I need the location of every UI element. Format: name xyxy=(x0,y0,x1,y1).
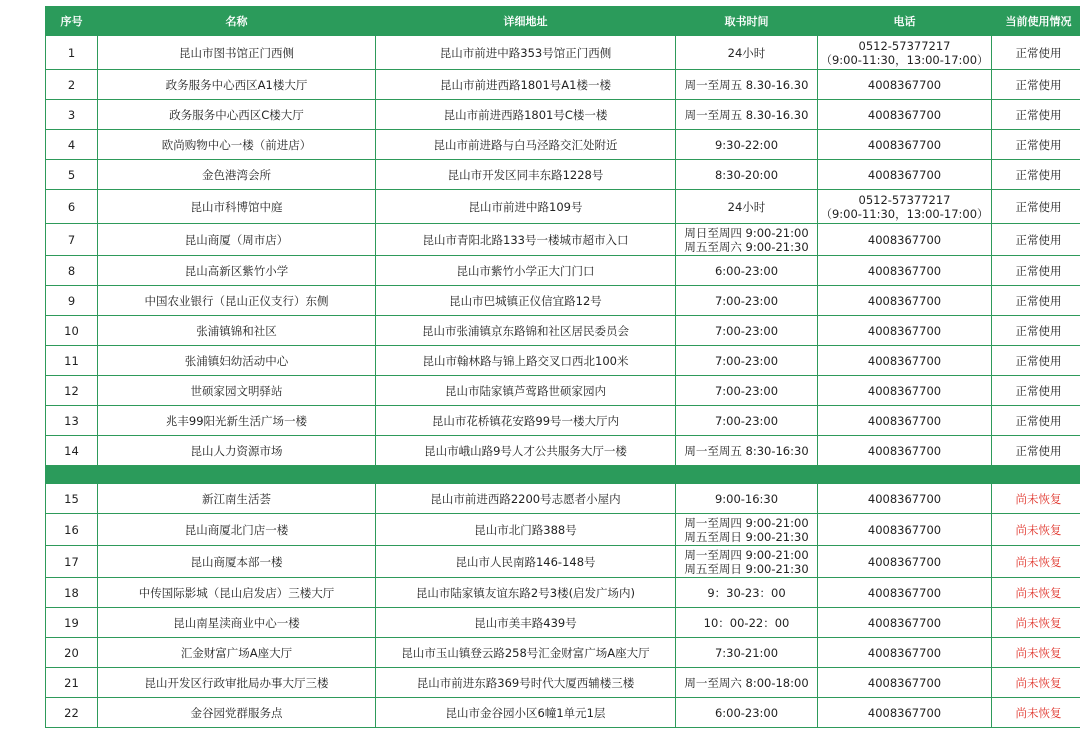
cell-pickup-time xyxy=(676,70,818,100)
table-row xyxy=(46,286,1080,316)
cell-pickup-time xyxy=(676,160,818,190)
cell-line: 4008367700 xyxy=(867,383,942,398)
cell-line: 9:30-22:00 xyxy=(714,137,779,152)
cell-name: 昆山商厦（周市店） xyxy=(98,224,376,256)
cell-phone xyxy=(818,436,992,466)
cell-status: 正常使用 xyxy=(992,190,1080,224)
cell-pickup-time xyxy=(676,578,818,608)
cell-phone xyxy=(818,376,992,406)
cell-status: 正常使用 xyxy=(992,100,1080,130)
cell-no: 22 xyxy=(46,698,98,728)
cell-phone xyxy=(818,224,992,256)
table-row xyxy=(46,578,1080,608)
cell-status: 正常使用 xyxy=(992,130,1080,160)
cell-line: 0512-57377217 xyxy=(858,38,951,53)
cell-line: （9:00-11:30，13:00-17:00） xyxy=(820,206,989,221)
cell-name: 昆山高新区紫竹小学 xyxy=(98,256,376,286)
cell-line: 周一至周四 9:00-21:00 xyxy=(684,515,809,530)
cell-address: 昆山市峨山路9号人才公共服务大厅一楼 xyxy=(376,436,676,466)
cell-line: 4008367700 xyxy=(867,263,942,278)
cell-address: 昆山市前进西路1801号C楼一楼 xyxy=(376,100,676,130)
cell-line: 7:00-23:00 xyxy=(714,413,779,428)
cell-no: 9 xyxy=(46,286,98,316)
cell-no: 19 xyxy=(46,608,98,638)
cell-address: 昆山市青阳北路133号一楼城市超市入口 xyxy=(376,224,676,256)
cell-pickup-time xyxy=(676,698,818,728)
cell-line: 4008367700 xyxy=(867,705,942,720)
table-row xyxy=(46,190,1080,224)
table-row xyxy=(46,484,1080,514)
cell-line: 4008367700 xyxy=(867,353,942,368)
cell-name: 张浦镇妇幼活动中心 xyxy=(98,346,376,376)
cell-pickup-time xyxy=(676,346,818,376)
cell-address: 昆山市美丰路439号 xyxy=(376,608,676,638)
cell-pickup-time xyxy=(676,130,818,160)
cell-address: 昆山市陆家镇友谊东路2号3楼(启发广场内) xyxy=(376,578,676,608)
cell-status: 正常使用 xyxy=(992,316,1080,346)
cell-name: 政务服务中心西区C楼大厅 xyxy=(98,100,376,130)
cell-phone xyxy=(818,346,992,376)
header-name: 名称 xyxy=(98,7,376,36)
cell-line: 7:00-23:00 xyxy=(714,353,779,368)
cell-address: 昆山市巴城镇正仪信宜路12号 xyxy=(376,286,676,316)
table-row xyxy=(46,698,1080,728)
cell-line: 7:30-21:00 xyxy=(714,645,779,660)
cell-name: 昆山开发区行政审批局办事大厅三楼 xyxy=(98,668,376,698)
cell-address: 昆山市开发区同丰东路1228号 xyxy=(376,160,676,190)
cell-phone xyxy=(818,100,992,130)
cell-line: 24小时 xyxy=(727,45,766,60)
cell-status: 正常使用 xyxy=(992,286,1080,316)
cell-no: 11 xyxy=(46,346,98,376)
cell-no: 7 xyxy=(46,224,98,256)
cell-status: 尚未恢复 xyxy=(992,484,1080,514)
table-row xyxy=(46,608,1080,638)
cell-line: 4008367700 xyxy=(867,323,942,338)
group-separator-row xyxy=(46,466,1080,484)
cell-line: 周一至周六 8:00-18:00 xyxy=(684,675,809,690)
cell-status: 正常使用 xyxy=(992,256,1080,286)
header-no: 序号 xyxy=(46,7,98,36)
cell-line: 4008367700 xyxy=(867,232,942,247)
cell-status: 正常使用 xyxy=(992,376,1080,406)
table-row xyxy=(46,130,1080,160)
cell-pickup-time xyxy=(676,638,818,668)
cell-line: 4008367700 xyxy=(867,137,942,152)
group-separator xyxy=(46,466,1080,484)
cell-address: 昆山市花桥镇花安路99号一楼大厅内 xyxy=(376,406,676,436)
cell-phone xyxy=(818,190,992,224)
cell-line: 8:30-20:00 xyxy=(714,167,779,182)
cell-line: 24小时 xyxy=(727,199,766,214)
cell-pickup-time xyxy=(676,36,818,70)
table-row xyxy=(46,100,1080,130)
cell-line: 6:00-23:00 xyxy=(714,705,779,720)
cell-phone xyxy=(818,406,992,436)
cell-name: 昆山市科博馆中庭 xyxy=(98,190,376,224)
cell-status: 尚未恢复 xyxy=(992,638,1080,668)
table-row xyxy=(46,224,1080,256)
cell-line: 周五至周六 9:00-21:30 xyxy=(684,239,809,254)
cell-name: 新江南生活荟 xyxy=(98,484,376,514)
cell-phone xyxy=(818,668,992,698)
cell-line: 4008367700 xyxy=(867,585,942,600)
cell-pickup-time xyxy=(676,514,818,546)
book-station-table xyxy=(45,6,1080,728)
cell-no: 3 xyxy=(46,100,98,130)
cell-phone xyxy=(818,160,992,190)
cell-address: 昆山市张浦镇京东路锦和社区居民委员会 xyxy=(376,316,676,346)
cell-line: 4008367700 xyxy=(867,107,942,122)
cell-name: 昆山商厦北门店一楼 xyxy=(98,514,376,546)
table-row xyxy=(46,70,1080,100)
cell-line: 4008367700 xyxy=(867,491,942,506)
table-row xyxy=(46,638,1080,668)
cell-address: 昆山市前进中路109号 xyxy=(376,190,676,224)
cell-line: 4008367700 xyxy=(867,413,942,428)
cell-address: 昆山市紫竹小学正大门门口 xyxy=(376,256,676,286)
cell-pickup-time xyxy=(676,256,818,286)
header-address: 详细地址 xyxy=(376,7,676,36)
cell-status: 尚未恢复 xyxy=(992,698,1080,728)
cell-phone xyxy=(818,286,992,316)
cell-phone xyxy=(818,546,992,578)
cell-address: 昆山市前进中路353号馆正门西侧 xyxy=(376,36,676,70)
cell-no: 2 xyxy=(46,70,98,100)
cell-line: 7:00-23:00 xyxy=(714,293,779,308)
header-pickup-time: 取书时间 xyxy=(676,7,818,36)
cell-no: 4 xyxy=(46,130,98,160)
cell-no: 10 xyxy=(46,316,98,346)
cell-phone xyxy=(818,578,992,608)
cell-name: 昆山人力资源市场 xyxy=(98,436,376,466)
cell-name: 昆山南星渎商业中心一楼 xyxy=(98,608,376,638)
cell-name: 金色港湾会所 xyxy=(98,160,376,190)
cell-line: 4008367700 xyxy=(867,443,942,458)
cell-line: 4008367700 xyxy=(867,615,942,630)
cell-no: 17 xyxy=(46,546,98,578)
cell-address: 昆山市人民南路146-148号 xyxy=(376,546,676,578)
cell-line: 周一至周四 9:00-21:00 xyxy=(684,547,809,562)
cell-name: 中传国际影城（昆山启发店）三楼大厅 xyxy=(98,578,376,608)
cell-pickup-time xyxy=(676,376,818,406)
cell-no: 1 xyxy=(46,36,98,70)
cell-line: 4008367700 xyxy=(867,645,942,660)
table-row xyxy=(46,406,1080,436)
table-row xyxy=(46,160,1080,190)
cell-line: 7:00-23:00 xyxy=(714,383,779,398)
cell-status: 正常使用 xyxy=(992,436,1080,466)
cell-line: 9:00-16:30 xyxy=(714,491,779,506)
cell-no: 18 xyxy=(46,578,98,608)
cell-name: 世硕家园文明驿站 xyxy=(98,376,376,406)
cell-line: 7:00-23:00 xyxy=(714,323,779,338)
table-row xyxy=(46,546,1080,578)
cell-pickup-time xyxy=(676,484,818,514)
cell-line: 0512-57377217 xyxy=(858,192,951,207)
header-phone: 电话 xyxy=(818,7,992,36)
cell-pickup-time xyxy=(676,668,818,698)
table-row xyxy=(46,256,1080,286)
cell-phone xyxy=(818,608,992,638)
cell-status: 尚未恢复 xyxy=(992,668,1080,698)
cell-status: 正常使用 xyxy=(992,346,1080,376)
cell-phone xyxy=(818,484,992,514)
cell-line: 周一至周五 8.30-16.30 xyxy=(684,107,809,122)
cell-line: 周一至周五 8.30-16.30 xyxy=(684,77,809,92)
cell-line: 4008367700 xyxy=(867,167,942,182)
table-row xyxy=(46,376,1080,406)
cell-phone xyxy=(818,256,992,286)
cell-name: 政务服务中心西区A1楼大厅 xyxy=(98,70,376,100)
cell-line: 周一至周五 8:30-16:30 xyxy=(684,443,809,458)
cell-name: 昆山市图书馆正门西侧 xyxy=(98,36,376,70)
cell-address: 昆山市前进西路2200号志愿者小屋内 xyxy=(376,484,676,514)
book-station-table-wrap xyxy=(45,6,1072,728)
cell-phone xyxy=(818,130,992,160)
header-status: 当前使用情况 xyxy=(992,7,1080,36)
cell-status: 尚未恢复 xyxy=(992,546,1080,578)
cell-phone xyxy=(818,316,992,346)
cell-line: 10：00-22：00 xyxy=(703,615,790,630)
cell-pickup-time xyxy=(676,316,818,346)
cell-no: 12 xyxy=(46,376,98,406)
cell-pickup-time xyxy=(676,190,818,224)
cell-pickup-time xyxy=(676,406,818,436)
cell-name: 昆山商厦本部一楼 xyxy=(98,546,376,578)
cell-line: 4008367700 xyxy=(867,293,942,308)
cell-name: 兆丰99阳光新生活广场一楼 xyxy=(98,406,376,436)
cell-line: 9：30-23：00 xyxy=(707,585,786,600)
cell-no: 6 xyxy=(46,190,98,224)
cell-phone xyxy=(818,70,992,100)
cell-status: 尚未恢复 xyxy=(992,514,1080,546)
cell-no: 21 xyxy=(46,668,98,698)
cell-no: 14 xyxy=(46,436,98,466)
cell-status: 尚未恢复 xyxy=(992,608,1080,638)
cell-status: 正常使用 xyxy=(992,70,1080,100)
cell-address: 昆山市金谷园小区6幢1单元1层 xyxy=(376,698,676,728)
cell-phone xyxy=(818,36,992,70)
cell-name: 欧尚购物中心一楼（前进店） xyxy=(98,130,376,160)
table-row xyxy=(46,346,1080,376)
cell-name: 金谷园党群服务点 xyxy=(98,698,376,728)
cell-name: 中国农业银行（昆山正仪支行）东侧 xyxy=(98,286,376,316)
cell-no: 8 xyxy=(46,256,98,286)
cell-address: 昆山市前进东路369号时代大厦西辅楼三楼 xyxy=(376,668,676,698)
table-body xyxy=(46,36,1080,728)
cell-line: 周五至周日 9:00-21:30 xyxy=(684,529,809,544)
cell-pickup-time xyxy=(676,224,818,256)
cell-no: 16 xyxy=(46,514,98,546)
cell-pickup-time xyxy=(676,608,818,638)
cell-phone xyxy=(818,698,992,728)
table-row xyxy=(46,36,1080,70)
cell-line: （9:00-11:30，13:00-17:00） xyxy=(820,52,989,67)
cell-status: 尚未恢复 xyxy=(992,578,1080,608)
cell-name: 张浦镇锦和社区 xyxy=(98,316,376,346)
cell-address: 昆山市陆家镇芦莺路世硕家园内 xyxy=(376,376,676,406)
table-row xyxy=(46,316,1080,346)
table-header-row xyxy=(46,7,1080,36)
cell-address: 昆山市玉山镇登云路258号汇金财富广场A座大厅 xyxy=(376,638,676,668)
cell-no: 13 xyxy=(46,406,98,436)
table-row xyxy=(46,436,1080,466)
cell-line: 4008367700 xyxy=(867,675,942,690)
table-row xyxy=(46,668,1080,698)
cell-line: 4008367700 xyxy=(867,522,942,537)
cell-line: 6:00-23:00 xyxy=(714,263,779,278)
cell-status: 正常使用 xyxy=(992,406,1080,436)
cell-line: 周日至周四 9:00-21:00 xyxy=(684,225,809,240)
cell-address: 昆山市前进路与白马泾路交汇处附近 xyxy=(376,130,676,160)
cell-status: 正常使用 xyxy=(992,36,1080,70)
cell-name: 汇金财富广场A座大厅 xyxy=(98,638,376,668)
cell-line: 周五至周日 9:00-21:30 xyxy=(684,561,809,576)
table-row xyxy=(46,514,1080,546)
cell-no: 20 xyxy=(46,638,98,668)
cell-address: 昆山市前进西路1801号A1楼一楼 xyxy=(376,70,676,100)
cell-no: 15 xyxy=(46,484,98,514)
cell-line: 4008367700 xyxy=(867,77,942,92)
cell-pickup-time xyxy=(676,100,818,130)
cell-status: 正常使用 xyxy=(992,224,1080,256)
cell-pickup-time xyxy=(676,286,818,316)
cell-phone xyxy=(818,514,992,546)
cell-address: 昆山市北门路388号 xyxy=(376,514,676,546)
cell-no: 5 xyxy=(46,160,98,190)
cell-status: 正常使用 xyxy=(992,160,1080,190)
cell-phone xyxy=(818,638,992,668)
cell-line: 4008367700 xyxy=(867,554,942,569)
cell-pickup-time xyxy=(676,436,818,466)
cell-address: 昆山市翰林路与锦上路交叉口西北100米 xyxy=(376,346,676,376)
cell-pickup-time xyxy=(676,546,818,578)
